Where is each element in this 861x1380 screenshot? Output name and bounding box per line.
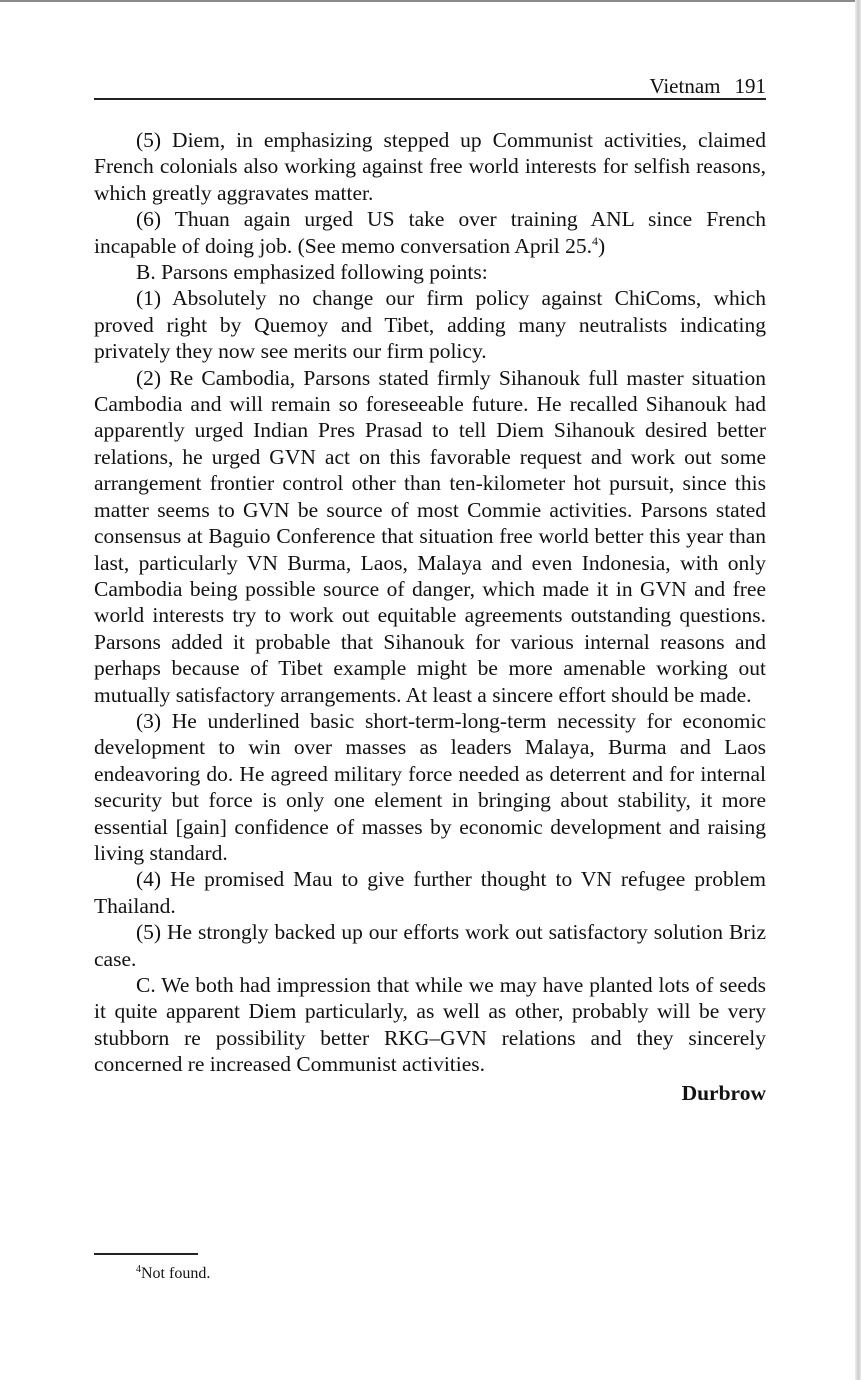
page-binding-edge — [855, 0, 861, 1380]
paragraph-b3: (3) He underlined basic short-term-long-term necessity for economic development to win over masses as leaders Malaya, Burma and Laos endeavoring do. He agreed military force needed as deterrent and for internal security but force is only one element in bringing about stability, it more essential [gain] confidence of masses by economic development and raising living standard. — [94, 708, 766, 865]
header-title: Vietnam — [649, 74, 721, 98]
footnote-reference: 4 — [591, 233, 598, 248]
paragraph-a5: (5) Diem, in emphasizing stepped up Communist activities, claimed French colonials also working against free world interests for selfish reasons, which greatly aggravates matter. — [94, 128, 766, 205]
page-number: 191 — [734, 74, 766, 98]
paragraph-a6-close: ) — [597, 233, 606, 258]
footnote-text: Not found. — [141, 1265, 211, 1282]
paragraph-b: B. Parsons emphasized following points: — [136, 260, 488, 285]
header-text — [649, 74, 766, 98]
paragraph-a6 — [94, 206, 766, 259]
footnote-marker: 4 — [136, 1264, 141, 1275]
paragraph-b4: (4) He promised Mau to give further thought to VN refugee problem Thailand. — [94, 867, 766, 918]
footnote — [136, 1264, 210, 1284]
paragraph-b5: (5) He strongly backed up our efforts work out satisfactory solution Briz case. — [94, 920, 766, 971]
header-rule — [94, 98, 766, 100]
document-body — [94, 127, 766, 1106]
paragraph-b1: (1) Absolutely no change our firm policy against ChiComs, which proved right by Quemoy and Tibet, adding many neutralists indicating privately they now see merits our firm policy. — [94, 286, 766, 364]
paragraph-c: C. We both had impression that while we may have planted lots of seeds it quite apparent Diem particularly, as well as other, probably will be very stubborn re possibility better RKG–GVN relations and they sincerely concerned re increased Communist activities. — [94, 973, 766, 1077]
page-top-edge — [0, 0, 861, 2]
paragraph-b2: (2) Re Cambodia, Parsons stated firmly Sihanouk full master situation Cambodia and will remain so foreseeable future. He recalled Sihanouk had apparently urged Indian Pres Prasad to tell Diem Sihanouk desired better relations, he urged GVN act on this favorable request and work out some arrangement frontier control other than ten-kilometer hot pursuit, since this matter seems to GVN be source of most Commie activities. Parsons stated consensus at Baguio Conference that situation free world better this year than last, particularly VN Burma, Laos, Malaya and even Indonesia, with only Cambodia being possible source of danger, which made it in GVN and free world interests try to work out equitable agreements outstanding questions. Parsons added it probable that Sihanouk for various internal reasons and perhaps because of Tibet example might be more amenable working out mutually satisfactory arrangements. At least a sincere effort should be made. — [94, 365, 766, 707]
paragraph-a6-text: (6) Thuan again urged US take over training ANL since French incapable of doing job. (See memo conversation April 25. — [94, 207, 766, 258]
signature: Durbrow — [681, 1080, 766, 1105]
running-header — [94, 74, 766, 98]
footnote-rule — [94, 1253, 198, 1255]
